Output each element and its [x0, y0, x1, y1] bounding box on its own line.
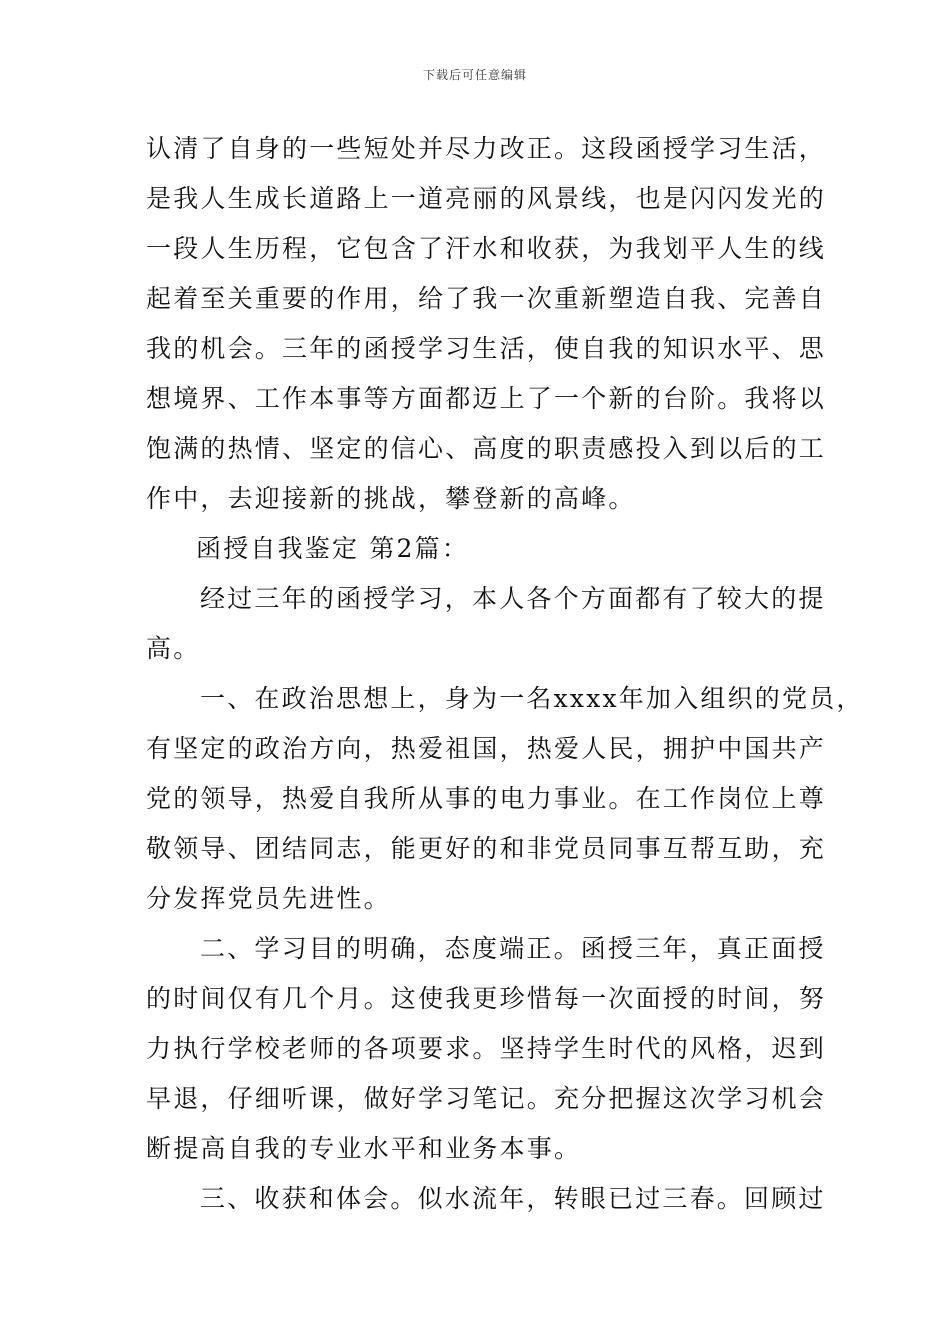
paragraph-line: 认清了自身的一些短处并尽力改正。这段函授学习生活，	[146, 134, 827, 163]
section-heading: 函授自我鉴定 第2篇：	[196, 534, 470, 563]
paragraph-line: 想境界、工作本事等方面都迈上了一个新的台阶。我将以	[146, 384, 827, 413]
paragraph-line: 的时间仅有几个月。这使我更珍惜每一次面授的时间，努	[146, 984, 827, 1013]
paragraph-line: 早退，仔细听课，做好学习笔记。充分把握这次学习机会	[146, 1084, 827, 1113]
paragraph-line: 高。	[146, 634, 201, 663]
paragraph-line: 我的机会。三年的函授学习生活，使自我的知识水平、思	[146, 334, 827, 363]
paragraph-line: 一段人生历程，它包含了汗水和收获，为我划平人生的线	[146, 234, 827, 263]
paragraph-line: 断提高自我的专业水平和业务本事。	[146, 1134, 582, 1163]
paragraph-line: 党的领导，热爱自我所从事的电力事业。在工作岗位上尊	[146, 784, 827, 813]
paragraph-line: 力执行学校老师的各项要求。坚持学生时代的风格，迟到	[146, 1034, 827, 1063]
paragraph-line: 饱满的热情、坚定的信心、高度的职责感投入到以后的工	[146, 434, 827, 463]
paragraph-line: 三、收获和体会。似水流年，转眼已过三春。回顾过	[200, 1184, 826, 1213]
paragraph-line: 二、学习目的明确，态度端正。函授三年，真正面授	[200, 934, 826, 963]
paragraph-line: 起着至关重要的作用，给了我一次重新塑造自我、完善自	[146, 284, 827, 313]
paragraph-line: 敬领导、团结同志，能更好的和非党员同事互帮互助，充	[146, 834, 827, 863]
paragraph-line: 作中，去迎接新的挑战，攀登新的高峰。	[146, 484, 636, 513]
paragraph-line: 是我人生成长道路上一道亮丽的风景线，也是闪闪发光的	[146, 184, 827, 213]
paragraph-line: 分发挥党员先进性。	[146, 884, 391, 913]
download-note: 下载后可任意编辑	[422, 68, 527, 82]
paragraph-line: 一、在政治思想上，身为一名xxxx年加入组织的党员，	[200, 684, 864, 713]
paragraph-line: 经过三年的函授学习，本人各个方面都有了较大的提	[200, 584, 826, 613]
paragraph-line: 有坚定的政治方向，热爱祖国，热爱人民，拥护中国共产	[146, 734, 827, 763]
